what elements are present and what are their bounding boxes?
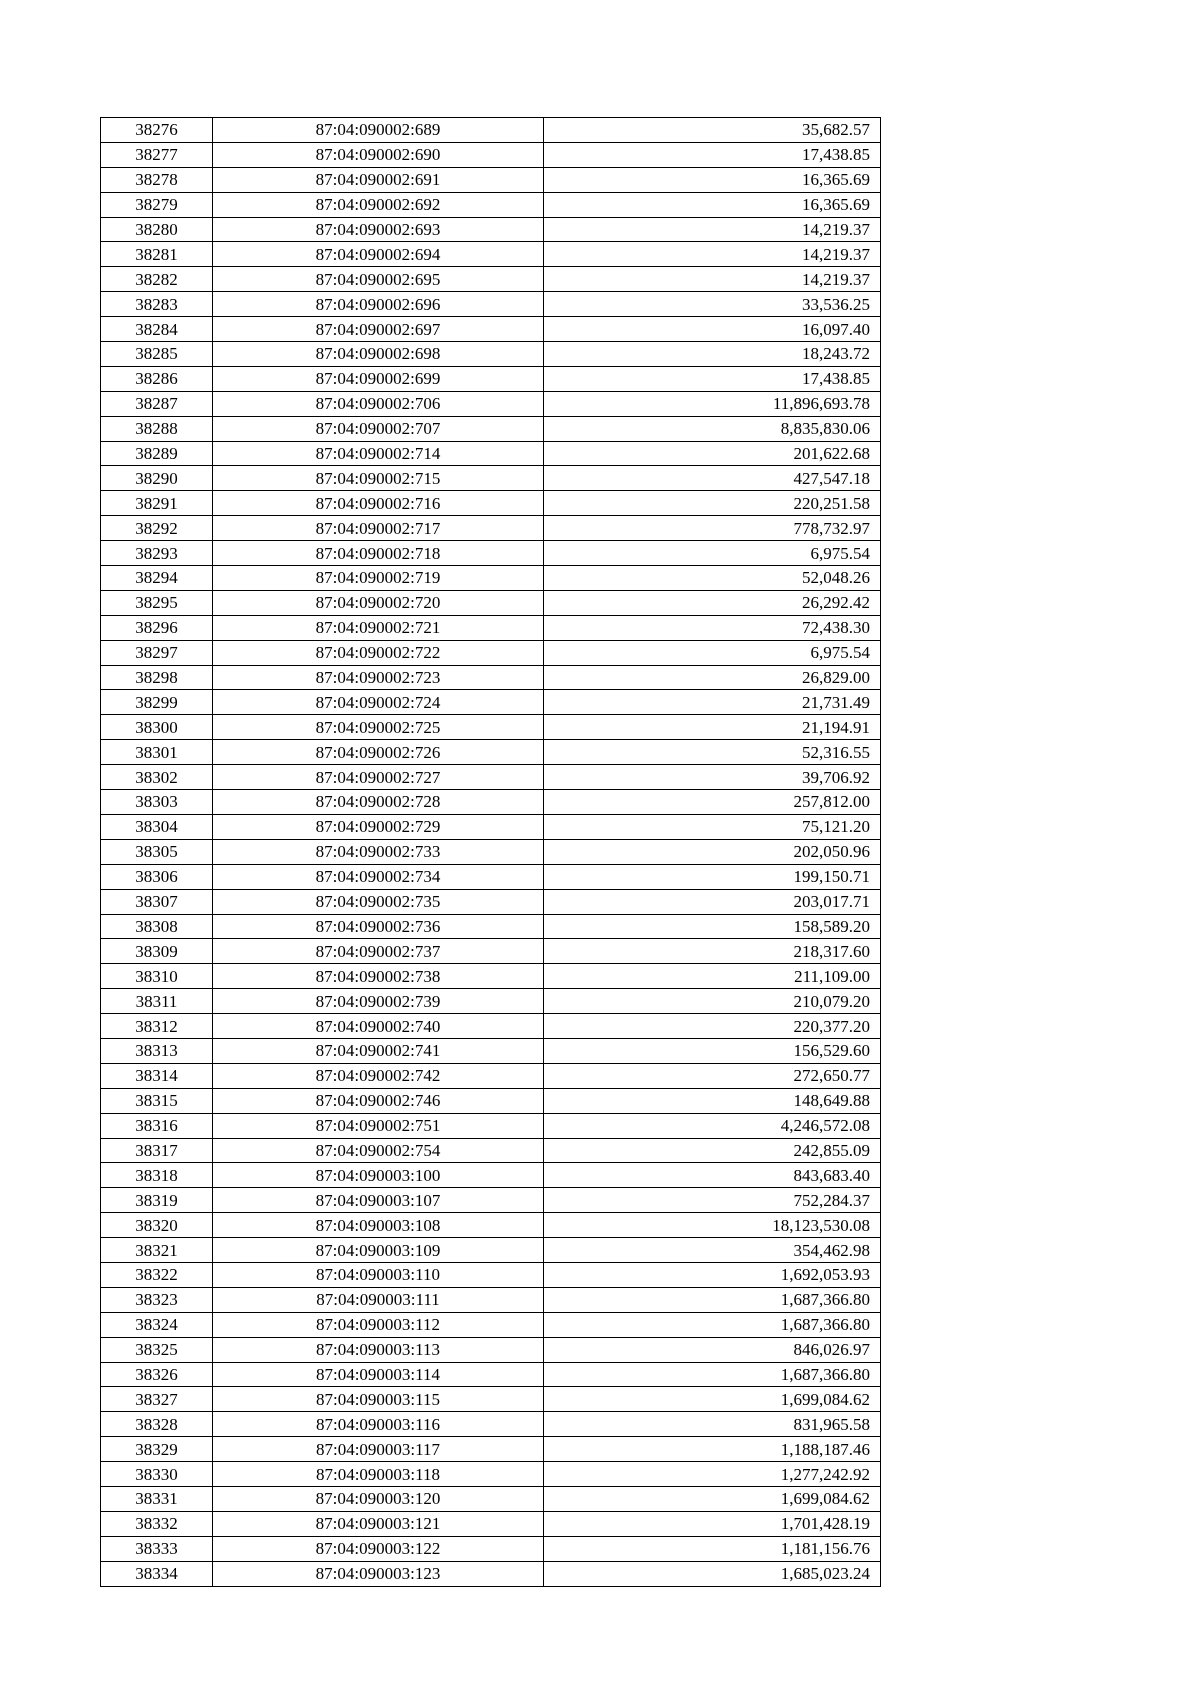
table-row bbox=[101, 1462, 881, 1487]
cadastral-number-cell: 87:04:090003:108 bbox=[213, 1213, 544, 1238]
table-row bbox=[101, 516, 881, 541]
cadastral-value-cell: 35,682.57 bbox=[544, 118, 881, 143]
cadastral-value-cell: 18,123,530.08 bbox=[544, 1213, 881, 1238]
cadastral-value-cell: 156,529.60 bbox=[544, 1038, 881, 1063]
cadastral-value-cell: 21,194.91 bbox=[544, 715, 881, 740]
cadastral-number-cell: 87:04:090002:707 bbox=[213, 416, 544, 441]
cadastral-number-cell: 87:04:090002:715 bbox=[213, 466, 544, 491]
row-number-cell: 38281 bbox=[101, 242, 213, 267]
table-row bbox=[101, 914, 881, 939]
row-number-cell: 38302 bbox=[101, 765, 213, 790]
cadastral-value-cell: 257,812.00 bbox=[544, 790, 881, 815]
row-number-cell: 38295 bbox=[101, 590, 213, 615]
cadastral-number-cell: 87:04:090003:121 bbox=[213, 1511, 544, 1536]
cadastral-number-cell: 87:04:090002:714 bbox=[213, 441, 544, 466]
table-row bbox=[101, 167, 881, 192]
cadastral-number-cell: 87:04:090002:722 bbox=[213, 640, 544, 665]
cadastral-number-cell: 87:04:090002:738 bbox=[213, 964, 544, 989]
row-number-cell: 38314 bbox=[101, 1063, 213, 1088]
cadastral-value-cell: 11,896,693.78 bbox=[544, 391, 881, 416]
cadastral-value-cell: 199,150.71 bbox=[544, 864, 881, 889]
table-row bbox=[101, 1014, 881, 1039]
cadastral-number-cell: 87:04:090002:723 bbox=[213, 665, 544, 690]
table-row bbox=[101, 590, 881, 615]
row-number-cell: 38332 bbox=[101, 1511, 213, 1536]
cadastral-value-cell: 778,732.97 bbox=[544, 516, 881, 541]
cadastral-value-cell: 220,251.58 bbox=[544, 491, 881, 516]
cadastral-number-cell: 87:04:090002:741 bbox=[213, 1038, 544, 1063]
cadastral-number-cell: 87:04:090002:740 bbox=[213, 1014, 544, 1039]
cadastral-value-cell: 1,685,023.24 bbox=[544, 1561, 881, 1586]
cadastral-value-cell: 211,109.00 bbox=[544, 964, 881, 989]
cadastral-value-cell: 21,731.49 bbox=[544, 690, 881, 715]
table-row bbox=[101, 541, 881, 566]
table-row bbox=[101, 441, 881, 466]
table-row bbox=[101, 1113, 881, 1138]
cadastral-value-cell: 14,219.37 bbox=[544, 267, 881, 292]
row-number-cell: 38285 bbox=[101, 342, 213, 367]
cadastral-value-cell: 203,017.71 bbox=[544, 889, 881, 914]
table-row bbox=[101, 1287, 881, 1312]
table-row bbox=[101, 1262, 881, 1287]
cadastral-value-cell: 26,292.42 bbox=[544, 590, 881, 615]
cadastral-number-cell: 87:04:090002:742 bbox=[213, 1063, 544, 1088]
table-row bbox=[101, 615, 881, 640]
row-number-cell: 38321 bbox=[101, 1238, 213, 1263]
row-number-cell: 38305 bbox=[101, 839, 213, 864]
table-row bbox=[101, 1138, 881, 1163]
cadastral-number-cell: 87:04:090002:691 bbox=[213, 167, 544, 192]
table-row bbox=[101, 964, 881, 989]
cadastral-number-cell: 87:04:090003:115 bbox=[213, 1387, 544, 1412]
row-number-cell: 38308 bbox=[101, 914, 213, 939]
table-row bbox=[101, 416, 881, 441]
cadastral-value-cell: 220,377.20 bbox=[544, 1014, 881, 1039]
row-number-cell: 38292 bbox=[101, 516, 213, 541]
row-number-cell: 38313 bbox=[101, 1038, 213, 1063]
row-number-cell: 38280 bbox=[101, 217, 213, 242]
row-number-cell: 38297 bbox=[101, 640, 213, 665]
cadastral-number-cell: 87:04:090002:721 bbox=[213, 615, 544, 640]
row-number-cell: 38291 bbox=[101, 491, 213, 516]
table-row bbox=[101, 366, 881, 391]
table-row bbox=[101, 889, 881, 914]
table-row bbox=[101, 267, 881, 292]
cadastral-value-cell: 427,547.18 bbox=[544, 466, 881, 491]
row-number-cell: 38325 bbox=[101, 1337, 213, 1362]
cadastral-number-cell: 87:04:090002:728 bbox=[213, 790, 544, 815]
table-row bbox=[101, 790, 881, 815]
cadastral-number-cell: 87:04:090002:751 bbox=[213, 1113, 544, 1138]
cadastral-value-cell: 33,536.25 bbox=[544, 292, 881, 317]
cadastral-value-cell: 843,683.40 bbox=[544, 1163, 881, 1188]
cadastral-value-cell: 75,121.20 bbox=[544, 814, 881, 839]
row-number-cell: 38283 bbox=[101, 292, 213, 317]
row-number-cell: 38318 bbox=[101, 1163, 213, 1188]
cadastral-value-cell: 148,649.88 bbox=[544, 1088, 881, 1113]
cadastral-value-cell: 272,650.77 bbox=[544, 1063, 881, 1088]
row-number-cell: 38307 bbox=[101, 889, 213, 914]
row-number-cell: 38298 bbox=[101, 665, 213, 690]
row-number-cell: 38324 bbox=[101, 1312, 213, 1337]
cadastral-number-cell: 87:04:090003:109 bbox=[213, 1238, 544, 1263]
cadastral-value-cell: 831,965.58 bbox=[544, 1412, 881, 1437]
cadastral-value-cell: 242,855.09 bbox=[544, 1138, 881, 1163]
table-row bbox=[101, 1213, 881, 1238]
table-row bbox=[101, 1412, 881, 1437]
cadastral-number-cell: 87:04:090003:117 bbox=[213, 1437, 544, 1462]
cadastral-number-cell: 87:04:090002:689 bbox=[213, 118, 544, 143]
cadastral-value-cell: 354,462.98 bbox=[544, 1238, 881, 1263]
cadastral-number-cell: 87:04:090002:720 bbox=[213, 590, 544, 615]
cadastral-number-cell: 87:04:090003:120 bbox=[213, 1486, 544, 1511]
row-number-cell: 38294 bbox=[101, 566, 213, 591]
cadastral-number-cell: 87:04:090002:706 bbox=[213, 391, 544, 416]
cadastral-number-cell: 87:04:090003:111 bbox=[213, 1287, 544, 1312]
cadastral-value-cell: 1,687,366.80 bbox=[544, 1287, 881, 1312]
table-row bbox=[101, 1312, 881, 1337]
cadastral-value-cell: 26,829.00 bbox=[544, 665, 881, 690]
cadastral-value-cell: 1,188,187.46 bbox=[544, 1437, 881, 1462]
table-row bbox=[101, 1063, 881, 1088]
cadastral-value-cell: 14,219.37 bbox=[544, 217, 881, 242]
cadastral-value-cell: 18,243.72 bbox=[544, 342, 881, 367]
table-row bbox=[101, 765, 881, 790]
cadastral-value-cell: 210,079.20 bbox=[544, 989, 881, 1014]
table-row bbox=[101, 715, 881, 740]
row-number-cell: 38326 bbox=[101, 1362, 213, 1387]
row-number-cell: 38279 bbox=[101, 192, 213, 217]
cadastral-value-cell: 1,699,084.62 bbox=[544, 1387, 881, 1412]
row-number-cell: 38317 bbox=[101, 1138, 213, 1163]
cadastral-number-cell: 87:04:090002:734 bbox=[213, 864, 544, 889]
row-number-cell: 38303 bbox=[101, 790, 213, 815]
row-number-cell: 38320 bbox=[101, 1213, 213, 1238]
cadastral-value-cell: 158,589.20 bbox=[544, 914, 881, 939]
table-body bbox=[101, 118, 881, 1587]
cadastral-number-cell: 87:04:090003:107 bbox=[213, 1188, 544, 1213]
cadastral-number-cell: 87:04:090002:733 bbox=[213, 839, 544, 864]
table-row bbox=[101, 1163, 881, 1188]
row-number-cell: 38288 bbox=[101, 416, 213, 441]
row-number-cell: 38312 bbox=[101, 1014, 213, 1039]
cadastral-value-cell: 1,687,366.80 bbox=[544, 1312, 881, 1337]
cadastral-number-cell: 87:04:090002:727 bbox=[213, 765, 544, 790]
table-row bbox=[101, 1561, 881, 1586]
table-row bbox=[101, 1188, 881, 1213]
cadastral-number-cell: 87:04:090003:118 bbox=[213, 1462, 544, 1487]
cadastral-number-cell: 87:04:090002:693 bbox=[213, 217, 544, 242]
cadastral-value-cell: 16,365.69 bbox=[544, 167, 881, 192]
cadastral-value-cell: 846,026.97 bbox=[544, 1337, 881, 1362]
row-number-cell: 38300 bbox=[101, 715, 213, 740]
cadastral-number-cell: 87:04:090002:737 bbox=[213, 939, 544, 964]
cadastral-number-cell: 87:04:090002:719 bbox=[213, 566, 544, 591]
cadastral-number-cell: 87:04:090002:724 bbox=[213, 690, 544, 715]
table-row bbox=[101, 1387, 881, 1412]
row-number-cell: 38290 bbox=[101, 466, 213, 491]
cadastral-number-cell: 87:04:090002:716 bbox=[213, 491, 544, 516]
table-row bbox=[101, 1362, 881, 1387]
row-number-cell: 38276 bbox=[101, 118, 213, 143]
row-number-cell: 38278 bbox=[101, 167, 213, 192]
cadastral-number-cell: 87:04:090002:697 bbox=[213, 317, 544, 342]
table-row bbox=[101, 1088, 881, 1113]
row-number-cell: 38299 bbox=[101, 690, 213, 715]
table-row bbox=[101, 242, 881, 267]
cadastral-value-cell: 6,975.54 bbox=[544, 541, 881, 566]
cadastral-number-cell: 87:04:090002:698 bbox=[213, 342, 544, 367]
table-row bbox=[101, 342, 881, 367]
table-row bbox=[101, 217, 881, 242]
row-number-cell: 38315 bbox=[101, 1088, 213, 1113]
cadastral-value-cell: 4,246,572.08 bbox=[544, 1113, 881, 1138]
table-row bbox=[101, 1038, 881, 1063]
table-row bbox=[101, 192, 881, 217]
row-number-cell: 38330 bbox=[101, 1462, 213, 1487]
cadastral-value-cell: 752,284.37 bbox=[544, 1188, 881, 1213]
cadastral-value-cell: 17,438.85 bbox=[544, 366, 881, 391]
row-number-cell: 38289 bbox=[101, 441, 213, 466]
row-number-cell: 38329 bbox=[101, 1437, 213, 1462]
cadastral-number-cell: 87:04:090002:690 bbox=[213, 142, 544, 167]
row-number-cell: 38322 bbox=[101, 1262, 213, 1287]
cadastral-number-cell: 87:04:090002:739 bbox=[213, 989, 544, 1014]
cadastral-number-cell: 87:04:090002:729 bbox=[213, 814, 544, 839]
row-number-cell: 38323 bbox=[101, 1287, 213, 1312]
row-number-cell: 38316 bbox=[101, 1113, 213, 1138]
table-row bbox=[101, 118, 881, 143]
row-number-cell: 38277 bbox=[101, 142, 213, 167]
cadastral-number-cell: 87:04:090003:116 bbox=[213, 1412, 544, 1437]
table-row bbox=[101, 566, 881, 591]
row-number-cell: 38306 bbox=[101, 864, 213, 889]
cadastral-value-cell: 1,687,366.80 bbox=[544, 1362, 881, 1387]
cadastral-number-cell: 87:04:090003:110 bbox=[213, 1262, 544, 1287]
row-number-cell: 38331 bbox=[101, 1486, 213, 1511]
row-number-cell: 38328 bbox=[101, 1412, 213, 1437]
cadastral-number-cell: 87:04:090002:692 bbox=[213, 192, 544, 217]
row-number-cell: 38284 bbox=[101, 317, 213, 342]
cadastral-number-cell: 87:04:090002:695 bbox=[213, 267, 544, 292]
cadastral-value-cell: 8,835,830.06 bbox=[544, 416, 881, 441]
row-number-cell: 38286 bbox=[101, 366, 213, 391]
cadastral-number-cell: 87:04:090002:725 bbox=[213, 715, 544, 740]
cadastral-value-cell: 201,622.68 bbox=[544, 441, 881, 466]
cadastral-value-cell: 6,975.54 bbox=[544, 640, 881, 665]
cadastral-value-cell: 1,277,242.92 bbox=[544, 1462, 881, 1487]
row-number-cell: 38310 bbox=[101, 964, 213, 989]
cadastral-number-cell: 87:04:090002:736 bbox=[213, 914, 544, 939]
cadastral-number-cell: 87:04:090003:123 bbox=[213, 1561, 544, 1586]
row-number-cell: 38319 bbox=[101, 1188, 213, 1213]
table-row bbox=[101, 466, 881, 491]
cadastral-number-cell: 87:04:090003:114 bbox=[213, 1362, 544, 1387]
cadastral-number-cell: 87:04:090003:122 bbox=[213, 1536, 544, 1561]
cadastral-number-cell: 87:04:090003:112 bbox=[213, 1312, 544, 1337]
row-number-cell: 38301 bbox=[101, 740, 213, 765]
table-row bbox=[101, 317, 881, 342]
table-row bbox=[101, 814, 881, 839]
cadastral-value-cell: 16,365.69 bbox=[544, 192, 881, 217]
table-row bbox=[101, 1337, 881, 1362]
table-row bbox=[101, 740, 881, 765]
cadastral-number-cell: 87:04:090003:100 bbox=[213, 1163, 544, 1188]
cadastral-number-cell: 87:04:090002:717 bbox=[213, 516, 544, 541]
row-number-cell: 38287 bbox=[101, 391, 213, 416]
table-row bbox=[101, 142, 881, 167]
table-row bbox=[101, 939, 881, 964]
row-number-cell: 38304 bbox=[101, 814, 213, 839]
table-row bbox=[101, 665, 881, 690]
cadastral-number-cell: 87:04:090002:754 bbox=[213, 1138, 544, 1163]
row-number-cell: 38282 bbox=[101, 267, 213, 292]
cadastral-value-cell: 72,438.30 bbox=[544, 615, 881, 640]
cadastral-value-cell: 39,706.92 bbox=[544, 765, 881, 790]
cadastral-number-cell: 87:04:090002:726 bbox=[213, 740, 544, 765]
cadastral-value-cell: 1,701,428.19 bbox=[544, 1511, 881, 1536]
row-number-cell: 38309 bbox=[101, 939, 213, 964]
row-number-cell: 38327 bbox=[101, 1387, 213, 1412]
cadastral-value-table bbox=[100, 117, 881, 1587]
table-row bbox=[101, 1238, 881, 1263]
cadastral-number-cell: 87:04:090002:694 bbox=[213, 242, 544, 267]
table-row bbox=[101, 864, 881, 889]
table-row bbox=[101, 491, 881, 516]
cadastral-number-cell: 87:04:090002:718 bbox=[213, 541, 544, 566]
cadastral-value-cell: 202,050.96 bbox=[544, 839, 881, 864]
table-row bbox=[101, 690, 881, 715]
cadastral-number-cell: 87:04:090002:746 bbox=[213, 1088, 544, 1113]
cadastral-value-cell: 218,317.60 bbox=[544, 939, 881, 964]
row-number-cell: 38334 bbox=[101, 1561, 213, 1586]
row-number-cell: 38293 bbox=[101, 541, 213, 566]
row-number-cell: 38311 bbox=[101, 989, 213, 1014]
cadastral-value-cell: 16,097.40 bbox=[544, 317, 881, 342]
table-row bbox=[101, 989, 881, 1014]
table-row bbox=[101, 1511, 881, 1536]
cadastral-number-cell: 87:04:090002:696 bbox=[213, 292, 544, 317]
table-row bbox=[101, 640, 881, 665]
table-row bbox=[101, 1536, 881, 1561]
cadastral-value-cell: 1,699,084.62 bbox=[544, 1486, 881, 1511]
row-number-cell: 38333 bbox=[101, 1536, 213, 1561]
cadastral-value-cell: 17,438.85 bbox=[544, 142, 881, 167]
table-row bbox=[101, 1437, 881, 1462]
cadastral-value-cell: 52,316.55 bbox=[544, 740, 881, 765]
cadastral-number-cell: 87:04:090002:699 bbox=[213, 366, 544, 391]
table-row bbox=[101, 391, 881, 416]
cadastral-value-cell: 52,048.26 bbox=[544, 566, 881, 591]
cadastral-value-cell: 14,219.37 bbox=[544, 242, 881, 267]
cadastral-number-cell: 87:04:090003:113 bbox=[213, 1337, 544, 1362]
table-row bbox=[101, 839, 881, 864]
cadastral-value-cell: 1,692,053.93 bbox=[544, 1262, 881, 1287]
cadastral-value-cell: 1,181,156.76 bbox=[544, 1536, 881, 1561]
table-row bbox=[101, 1486, 881, 1511]
row-number-cell: 38296 bbox=[101, 615, 213, 640]
cadastral-number-cell: 87:04:090002:735 bbox=[213, 889, 544, 914]
table-row bbox=[101, 292, 881, 317]
